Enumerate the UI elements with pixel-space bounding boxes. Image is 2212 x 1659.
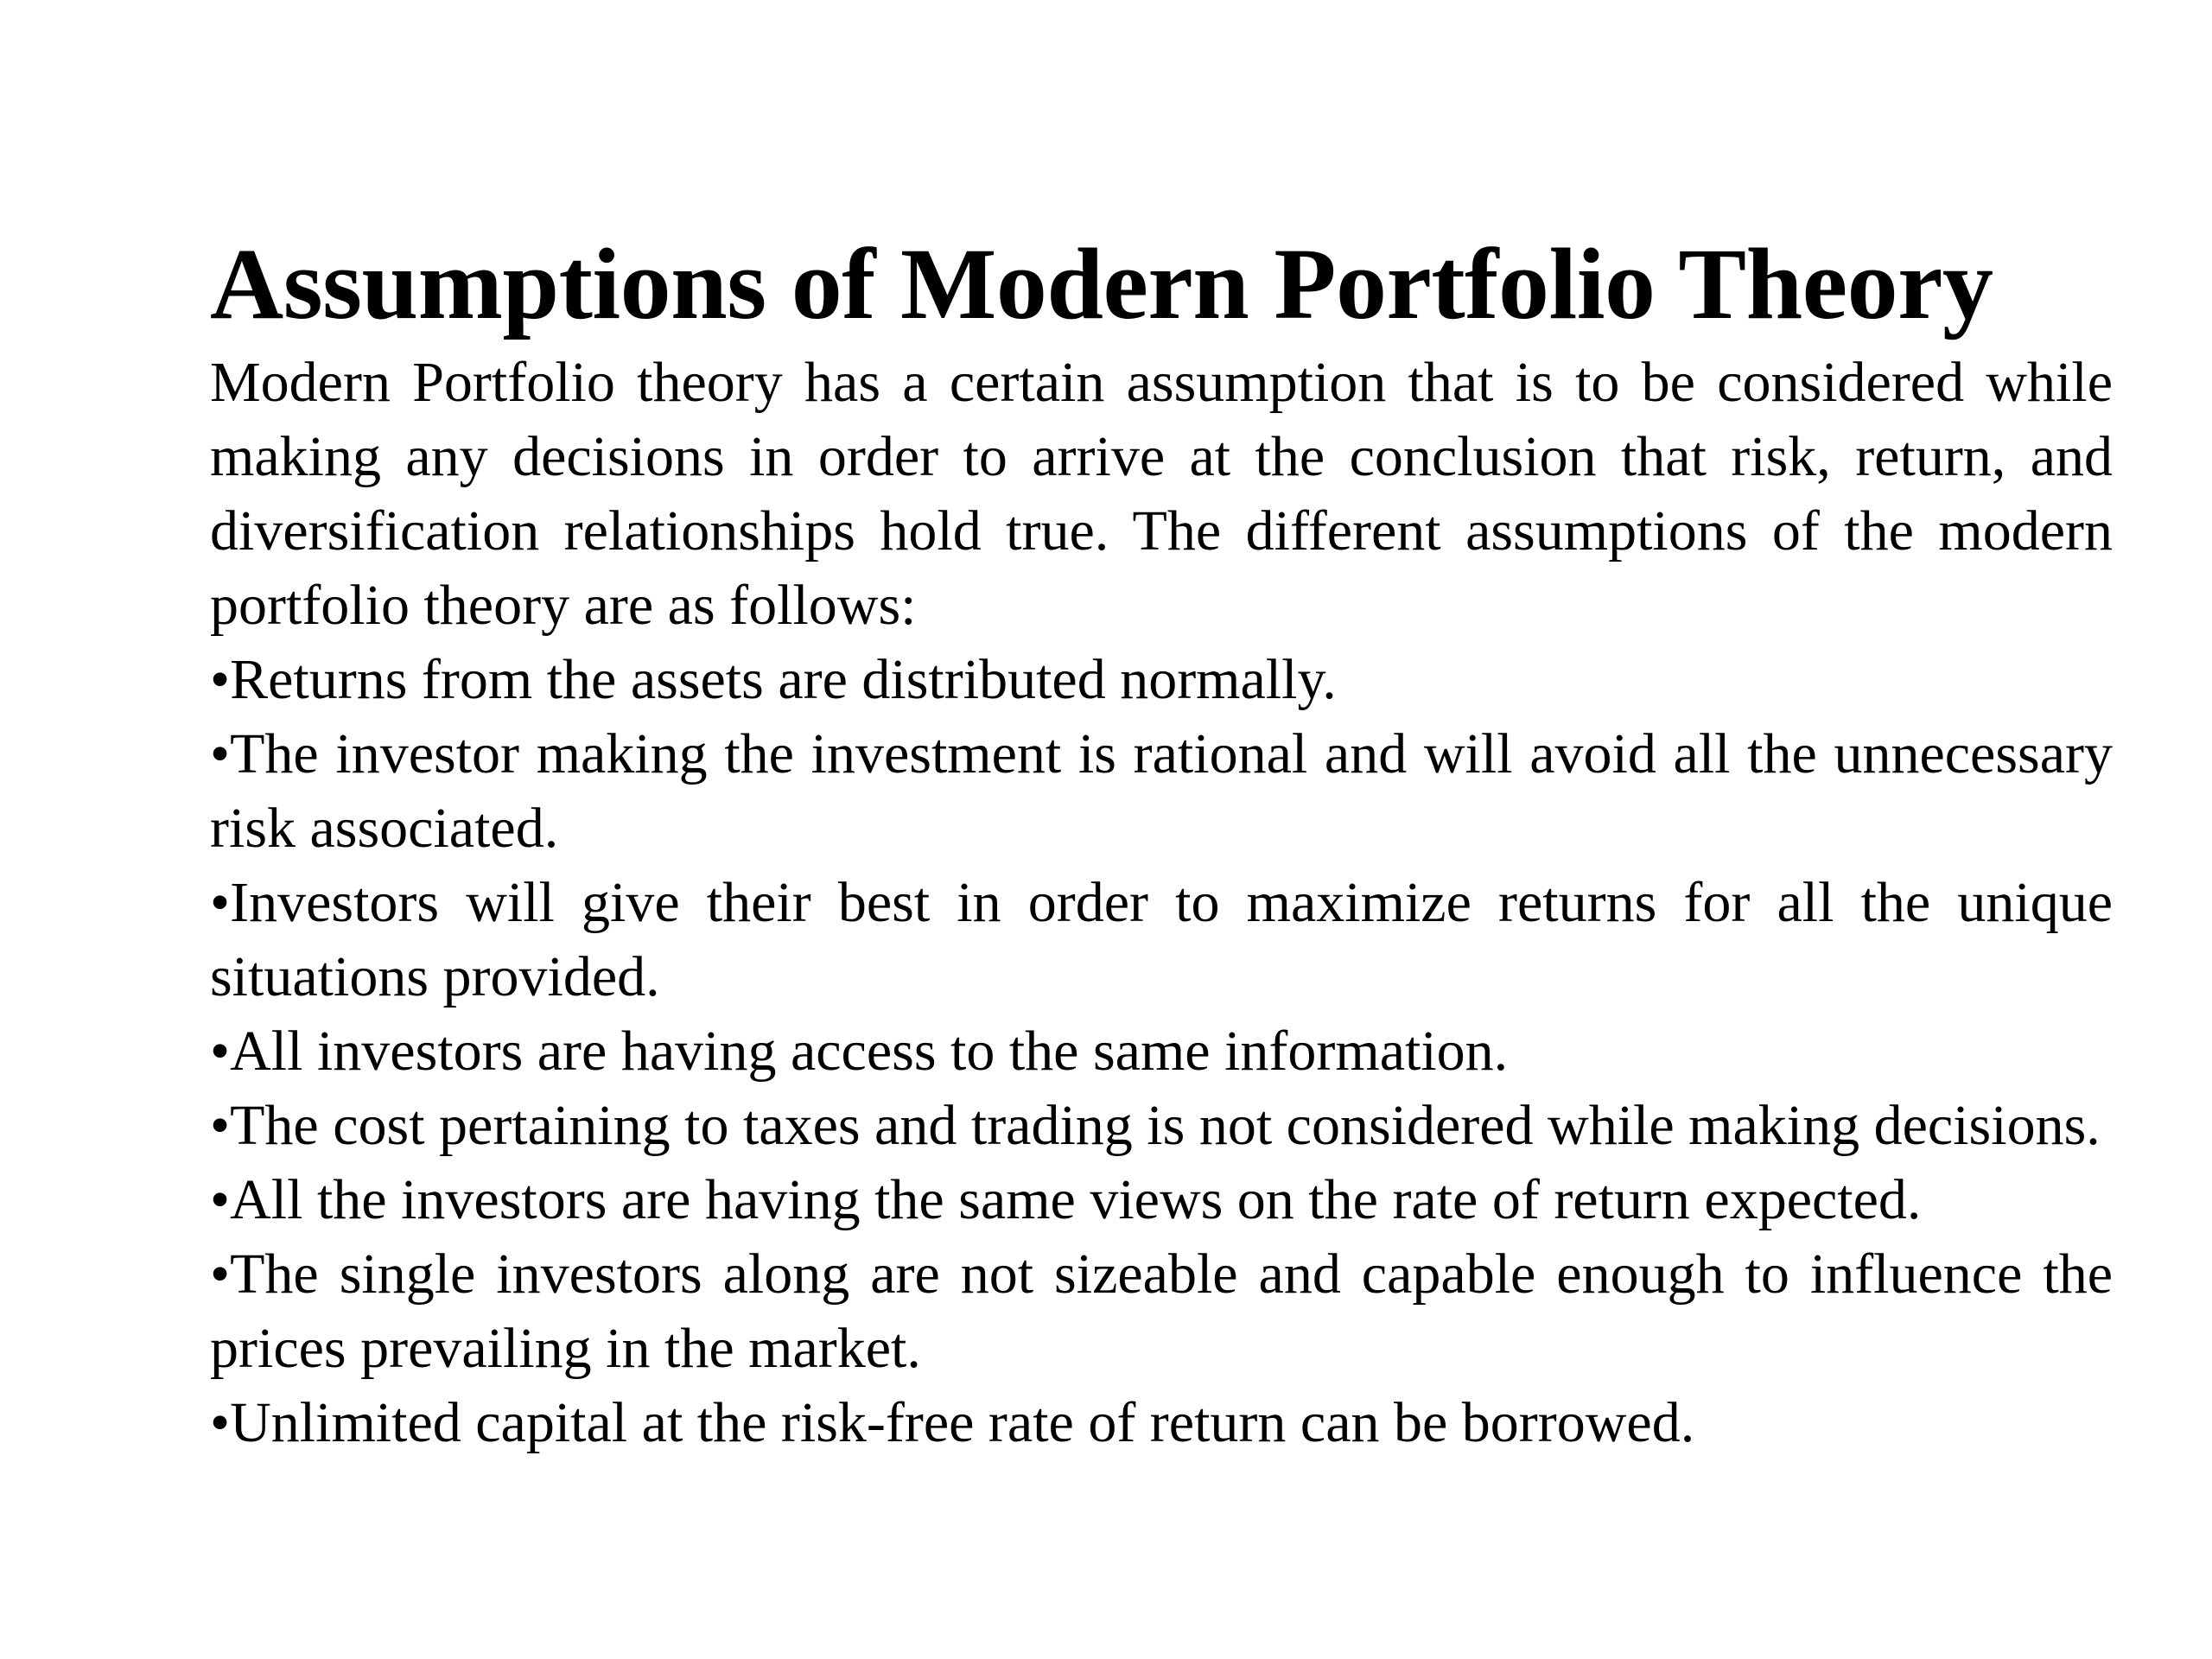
assumption-item	[210, 643, 2113, 717]
assumption-text: The cost pertaining to taxes and trading is not considered while making decisions.	[230, 1094, 2101, 1157]
assumption-text: Investors will give their best in order to maximize returns for all the unique situations provided.	[210, 871, 2113, 1008]
slide-title: Assumptions of Modern Portfolio Theory	[210, 227, 1993, 340]
assumption-text: All investors are having access to the same information.	[230, 1020, 1509, 1083]
assumption-item	[210, 866, 2113, 1014]
assumption-item	[210, 1386, 2113, 1460]
bullet-mark: •	[210, 1094, 231, 1157]
assumption-item	[210, 1014, 2113, 1089]
assumption-item	[210, 1089, 2113, 1163]
slide-content	[210, 223, 2113, 1460]
assumption-item	[210, 1237, 2113, 1386]
bullet-mark: •	[210, 648, 231, 711]
bullet-mark: •	[210, 722, 231, 785]
assumption-text: All the investors are having the same views on the rate of return expected.	[230, 1168, 1922, 1231]
assumption-text: The single investors along are not sizeable and capable enough to influence the prices prevailing in the market.	[210, 1243, 2113, 1380]
bullet-mark: •	[210, 1391, 231, 1454]
bullet-mark: •	[210, 1020, 231, 1083]
intro-paragraph: Modern Portfolio theory has a certain assumption that is to be considered while making any decisions in order to arrive at the conclusion that risk, return, and diversification relationships hold true. The different assumptions of the modern portfolio theory are as follows:	[210, 351, 2113, 637]
bullet-mark: •	[210, 1243, 231, 1306]
assumption-item	[210, 1163, 2113, 1237]
assumption-text: The investor making the investment is rational and will avoid all the unnecessary risk associated.	[210, 722, 2113, 860]
bullet-mark: •	[210, 871, 231, 934]
assumption-text: Unlimited capital at the risk-free rate of return can be borrowed.	[230, 1391, 1695, 1454]
assumption-list	[210, 643, 2113, 1460]
assumption-item	[210, 717, 2113, 866]
assumption-text: Returns from the assets are distributed normally.	[230, 648, 1337, 711]
bullet-mark: •	[210, 1168, 231, 1231]
